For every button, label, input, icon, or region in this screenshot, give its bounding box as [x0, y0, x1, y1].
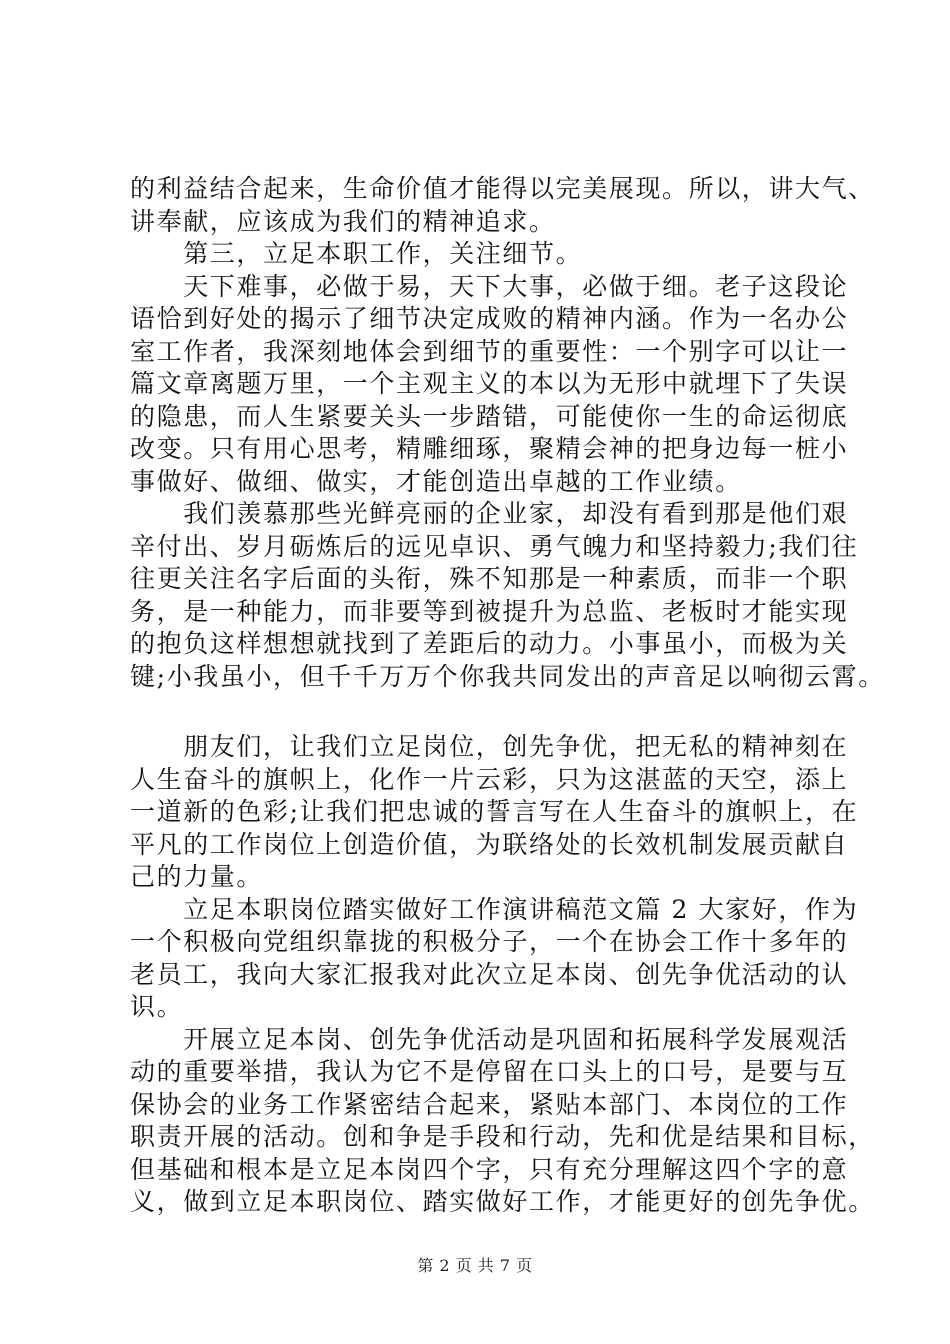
text-line: 己的力量。 [130, 862, 264, 891]
text-line: 一道新的色彩;让我们把忠诚的誓言写在人生奋斗的旗帜上，在 [130, 797, 859, 826]
text-line: 讲奉献，应该成为我们的精神追求。 [130, 206, 556, 236]
text-line: 篇文章离题万里，一个主观主义的本以为无形中就埋下了失误 [130, 369, 849, 398]
text-line: 动的重要举措，我认为它不是停留在口头上的口号，是要与互 [130, 1057, 849, 1086]
text-line: 的抱负这样想想就找到了差距后的动力。小事虽小，而极为关 [130, 629, 849, 658]
text-line: 但基础和根本是立足本岗四个字，只有充分理解这四个字的意 [130, 1154, 849, 1184]
paragraph [130, 238, 845, 271]
paragraph [130, 173, 875, 238]
text-line: 老员工，我向大家汇报我对此次立足本岗、创先争优活动的认 [130, 959, 849, 989]
text-line: 一个积极向党组织靠拢的积极分子，一个在协会工作十多年的 [130, 927, 849, 956]
text-line: 识。 [130, 992, 184, 1021]
text-line: 往更关注名字后面的头衔，殊不知那是一种素质，而非一个职 [130, 564, 849, 593]
text-line: 开展立足本岗、创先争优活动是巩固和拓展科学发展观活 [130, 1024, 849, 1054]
paragraph [130, 731, 859, 894]
text-line: 立足本职岗位踏实做好工作演讲稿范文篇 2 大家好，作为 [130, 894, 859, 924]
text-line: 的利益结合起来，生命价值才能得以完美展现。所以，讲大气、 [130, 174, 875, 203]
text-line: 我们羡慕那些光鲜亮丽的企业家，却没有看到那是他们艰 [130, 499, 849, 528]
text-line: 人生奋斗的旗帜上，化作一片云彩，只为这湛蓝的天空，添上 [130, 764, 849, 794]
text-line: 第三，立足本职工作，关注细节。 [130, 239, 583, 268]
page-number-footer: 第 2 页 共 7 页 [417, 1256, 533, 1275]
text-line: 改变。只有用心思考，精雕细琢，聚精会神的把身边每一桩小 [130, 434, 849, 463]
text-line: 键;小我虽小，但千千万万个你我共同发出的声音足以响彻云霄。 [130, 661, 885, 691]
document-body [130, 173, 885, 1219]
text-line: 的隐患，而人生紧要关头一步踏错，可能使你一生的命运彻底 [130, 401, 849, 431]
text-line: 务，是一种能力，而非要等到被提升为总监、老板时才能实现 [130, 596, 849, 626]
text-line: 事做好、做细、做实，才能创造出卓越的工作业绩。 [130, 466, 742, 496]
text-line: 平凡的工作岗位上创造价值，为联络处的长效机制发展贡献自 [130, 829, 849, 859]
paragraph [130, 894, 859, 1024]
text-line: 职责开展的活动。创和争是手段和行动，先和优是结果和目标， [130, 1122, 875, 1151]
text-line: 辛付出、岁月砺炼后的远见卓识、勇气魄力和坚持毅力;我们往 [130, 531, 859, 561]
paragraph [130, 1024, 875, 1219]
paragraph [130, 498, 885, 693]
paragraph-spacer [130, 693, 845, 731]
text-line: 天下难事，必做于易，天下大事，必做于细。老子这段论 [130, 271, 849, 301]
text-line: 朋友们，让我们立足岗位，创先争优，把无私的精神刻在 [130, 732, 849, 761]
paragraph [130, 271, 849, 499]
text-line: 保协会的业务工作紧密结合起来，紧贴本部门、本岗位的工作 [130, 1089, 849, 1119]
text-line: 义，做到立足本职岗位、踏实做好工作，才能更好的创先争优。 [130, 1187, 875, 1216]
text-line: 室工作者，我深刻地体会到细节的重要性：一个别字可以让一 [130, 336, 849, 366]
text-line: 语恰到好处的揭示了细节决定成败的精神内涵。作为一名办公 [130, 304, 849, 333]
